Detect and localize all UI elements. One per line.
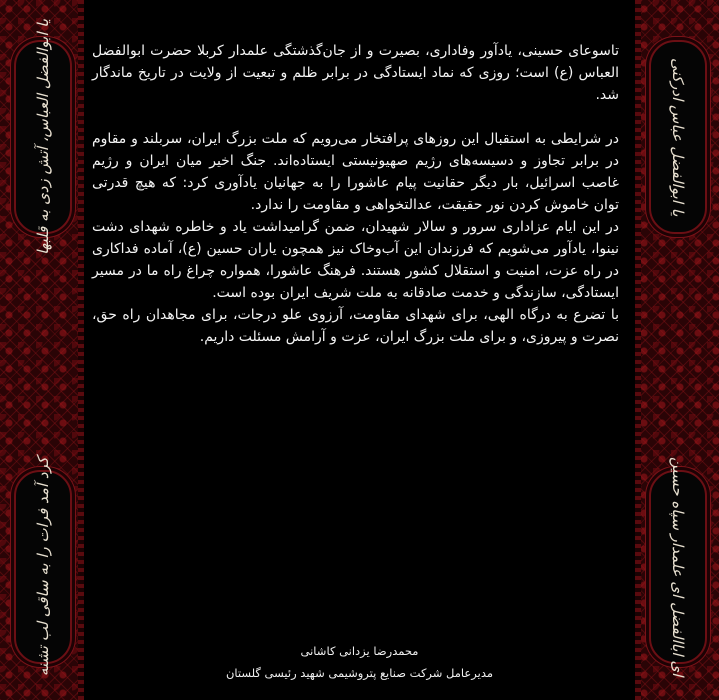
left-border-strip	[78, 0, 84, 700]
signatory-name: محمدرضا یزدانی کاشانی	[300, 644, 419, 658]
message-area	[88, 0, 631, 700]
paragraph-mourning: در این ایام عزاداری سرور و سالار شهیدان، ضمن گرامیداشت یاد و خاطره شهدای دشت نینوا، یادآور می‌شویم که فرزندان این آب‌وخاک نیز همچون یاران حسین (ع)، آماده فداکاری در راه عزت، امنیت و استقلال کشور هستند. فرهنگ عاشورا، همواره چراغ راه ما در مسیر ایستادگی، سازندگی و خدمت صادقانه به ملت شریف ایران بوده است.	[92, 219, 619, 301]
right-top-calligraphy: یا ابوالفضل عباس ادرکنی	[669, 57, 687, 217]
right-ornament-border	[635, 0, 719, 700]
right-border-strip	[635, 0, 641, 700]
paragraph-resistance: در شرایطی به استقبال این روزهای پرافتخار می‌رویم که ملت بزرگ ایران، سربلند و مقاوم در برابر تجاوز و دسیسه‌های رژیم صهیونیستی ایستاده‌اند. جنگ اخیر میان ایران و رژیم غاصب اسرائیل، بار دیگر حقانیت پیام عاشورا را به جهانیان یادآوری کرد: که هیچ قدرتی توان خاموش کردن نور حقیقت، عدالتخواهی و مقاومت را ندارد.	[92, 131, 619, 213]
condolence-message	[92, 40, 619, 348]
signature-block	[88, 640, 631, 684]
left-bottom-calligraphy: کرد آمد فرات را به ساقی لب تشنه	[34, 457, 52, 677]
paragraph-prayer: با تضرع به درگاه الهی، برای شهدای مقاومت، آرزوی علو درجات، برای مجاهدان راه حق، نصرت و پیروزی، و برای ملت بزرگ ایران، عزت و آرامش مسئلت داریم.	[92, 307, 619, 345]
left-ornament-border	[0, 0, 84, 700]
right-bottom-calligraphy: ای اباالفضل ای علمدار سپاه حسین	[669, 457, 687, 677]
left-bottom-calligraphy-panel	[14, 457, 72, 677]
paragraph-tasua: تاسوعای حسینی، یادآور وفاداری، بصیرت و از جان‌گذشتگی علمدار کربلا حضرت ابوالفضل العباس (ع) است؛ روزی که نماد ایستادگی در برابر ظلم و تبعیت از ولایت در تاریخ ماندگار شد.	[92, 43, 619, 103]
left-top-calligraphy-panel	[14, 19, 72, 255]
right-bottom-calligraphy-panel	[649, 457, 707, 677]
left-top-calligraphy: یا ابوالفضل العباس، آتش زدی به قلبها	[34, 19, 52, 255]
signatory-title: مدیرعامل شرکت صنایع پتروشیمی شهید رئیسی گلستان	[225, 666, 494, 680]
right-top-calligraphy-panel	[649, 40, 707, 234]
